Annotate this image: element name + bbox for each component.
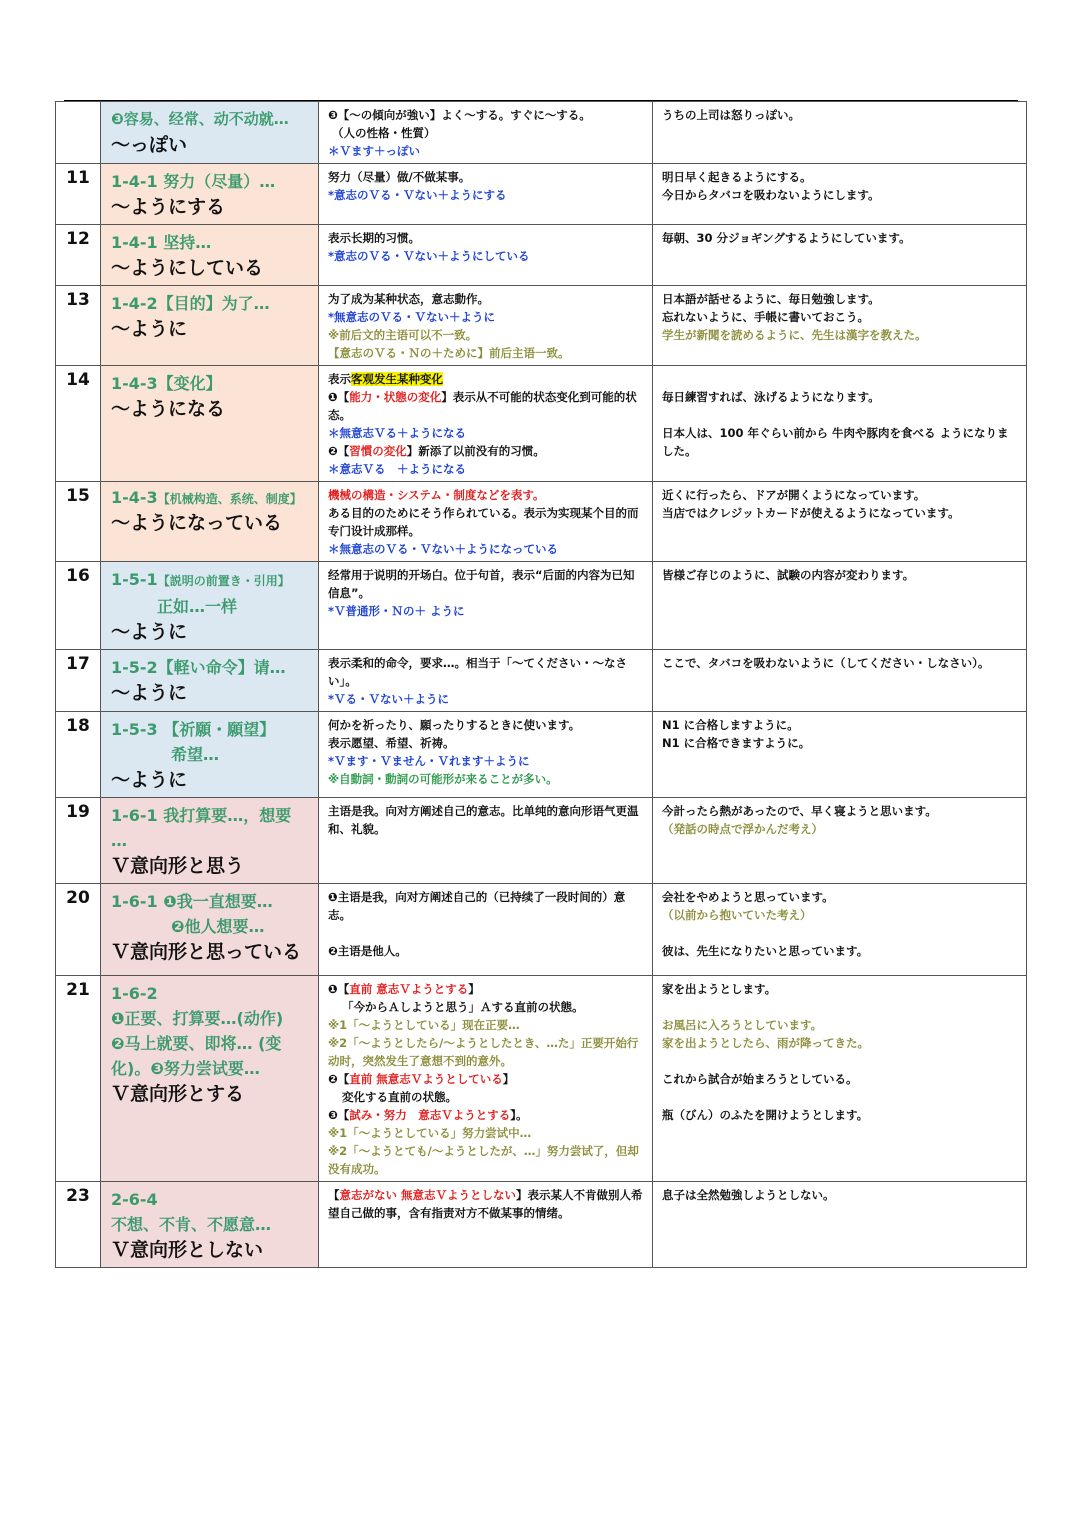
pattern-main: ～ようになる [111,398,226,420]
explanation-cell [319,1182,653,1268]
example-cell [653,798,1027,884]
example-cell [653,366,1027,482]
formula-line: ＊Ｖます＋っぽい [328,144,420,158]
example-line: 家を出ようとしたら、雨が降ってきた。 [662,1036,869,1050]
table-row [56,102,1027,164]
pattern-sub: 1-4-3【机械构造、系统、制度】 [111,488,302,507]
pattern-sub: ❷他人想要… [171,917,265,936]
row-number: 18 [56,712,101,798]
pattern-main: ～ように [111,682,188,704]
example-line: N1 に合格できますように。 [662,736,811,750]
explanation-line: ❷主语是他人。 [328,944,407,958]
explanation-cell [319,650,653,712]
note-line: ※自動詞・動詞の可能形が来ることが多い。 [328,772,558,786]
example-line: お風呂に入ろうとしています。 [662,1018,823,1032]
example-cell [653,225,1027,286]
pattern-main: Ｖ意向形としない [111,1239,264,1261]
pattern-main: ～ように [111,769,188,791]
explanation-cell [319,562,653,650]
formula-line: ＊意志Ｖる ＋ようになる [328,462,466,476]
note-line: ※1「～ようとしている」现在正要… [328,1018,520,1032]
row-number: 20 [56,884,101,976]
explanation-line: ❶【能力・状態の変化】表示从不可能的状态变化到可能的状态。 [328,390,637,422]
explanation-line: ある目的のためにそう作られている。表示为实现某个目的而专门设计成那样。 [328,506,639,538]
formula-line: ＊無意志Ｖる＋ようになる [328,426,466,440]
note-line: ※前后文的主语可以不一致。 [328,328,478,342]
explanation-line: ❷【習慣の変化】新添了以前没有的习惯。 [328,444,545,458]
explanation-cell [319,102,653,164]
pattern-sub: 1-6-1 我打算要…，想要 [111,806,292,825]
example-cell [653,884,1027,976]
explanation-line: 「今からＡしようと思う」Ａする直前の状態。 [342,1000,584,1014]
pattern-cell [101,712,319,798]
pattern-cell [101,976,319,1182]
table-row [56,225,1027,286]
pattern-main: ～ようにしている [111,257,264,279]
explanation-cell [319,884,653,976]
row-number: 19 [56,798,101,884]
explanation-cell [319,225,653,286]
pattern-cell [101,366,319,482]
table-row [56,562,1027,650]
row-number: 11 [56,164,101,225]
example-line: これから試合が始まろうとしている。 [662,1072,858,1086]
note-line: ※2「～ようとても/～ようとしたが、…」努力尝试了，但却没有成功。 [328,1144,639,1176]
note-line: ※2「～ようとしたら/～ようとしたとき、…た」正要开始行动时，突然发生了意想不到的意外。 [328,1036,639,1068]
pattern-cell [101,650,319,712]
pattern-cell [101,286,319,366]
pattern-sub: 1-5-2【軽い命令】请… [111,658,286,677]
explanation-line: 表示长期的习惯。 [328,231,420,245]
example-cell [653,976,1027,1182]
table-row [56,164,1027,225]
explanation-line: 何かを祈ったり、願ったりするときに使います。 [328,718,581,732]
table-row [56,1182,1027,1268]
example-cell [653,482,1027,562]
example-line: 今日からタバコを吸わないようにします。 [662,188,880,202]
table-row [56,366,1027,482]
example-line: うちの上司は怒りっぽい。 [662,108,800,122]
example-line: 皆様ご存じのように、試験の内容が変わります。 [662,568,915,582]
pattern-sub: ❷马上就要、即将… (变化)。❸努力尝试要… [111,1034,282,1078]
explanation-cell [319,798,653,884]
note-line: ※1「～ようとしている」努力尝试中… [328,1126,532,1140]
explanation-line: ❸【～の傾向が強い】よく～する。すぐに～する。 [328,108,591,122]
example-line: 忘れないように、手帳に書いておこう。 [662,310,869,324]
example-cell [653,164,1027,225]
pattern-sub: 正如…一样 [157,597,238,616]
formula-line: ＊無意志のＶる・Ｖない＋ようになっている [328,542,558,556]
example-cell [653,562,1027,650]
example-line: 明日早く起きるようにする。 [662,170,812,184]
pattern-cell [101,164,319,225]
example-line: 瓶（びん）のふたを開けようとします。 [662,1108,869,1122]
pattern-main: ～っぽい [111,134,188,156]
pattern-main: ～ようにする [111,196,226,218]
formula-line: *Ｖる・Ｖない＋ように [328,692,450,706]
formula-line: *Ｖ普通形・Ｎの＋ ように [328,604,465,618]
row-number: 17 [56,650,101,712]
explanation-cell [319,366,653,482]
example-line: 近くに行ったら、ドアが開くようになっています。 [662,488,926,502]
example-cell [653,1182,1027,1268]
row-number: 21 [56,976,101,1182]
formula-line: *意志のＶる・Ｖない＋ようにする [328,188,507,202]
explanation-line: 主语是我。向对方阐述自己的意志。比单纯的意向形语气更温和、礼貌。 [328,804,639,836]
row-number: 12 [56,225,101,286]
formula-line: *無意志のＶる・Ｖない＋ように [328,310,496,324]
explanation-line: 经常用于说明的开场白。位于句首，表示“后面的内容为已知信息”。 [328,568,635,600]
note-line: 【意志のＶる・Ｎの＋ために】前后主语一致。 [328,346,570,360]
explanation-cell [319,286,653,366]
pattern-main: Ｖ意向形と思う [111,855,245,877]
explanation-line: ❷【直前 無意志Ｖようとしている】 [328,1072,515,1086]
pattern-sub: ❶正要、打算要…(动作) [111,1009,284,1028]
pattern-cell [101,225,319,286]
pattern-sub: … [111,831,127,850]
row-number: 15 [56,482,101,562]
table-row [56,884,1027,976]
explanation-line: ❸【試み・努力 意志Ｖようとする】。 [328,1108,528,1122]
example-line: 今計ったら熱があったので、早く寝ようと思います。 [662,804,937,818]
row-number: 13 [56,286,101,366]
table-row [56,650,1027,712]
pattern-cell [101,798,319,884]
example-line: 学生が新聞を読めるように、先生は漢字を教えた。 [662,328,927,342]
example-cell [653,712,1027,798]
pattern-cell [101,1182,319,1268]
explanation-line: 変化する直前の状態。 [342,1090,457,1104]
example-line: 当店ではクレジットカードが使えるようになっています。 [662,506,960,520]
grammar-table [55,101,1027,1268]
explanation-cell [319,482,653,562]
example-line: 日本語が話せるように、毎日勉強します。 [662,292,880,306]
pattern-cell [101,562,319,650]
row-number [56,102,101,164]
pattern-cell [101,482,319,562]
example-line: 家を出ようとします。 [662,982,777,996]
table-row [56,976,1027,1182]
formula-line: *Ｖます・Ｖません・Ｖれます＋ように [328,754,530,768]
explanation-cell [319,712,653,798]
pattern-cell [101,102,319,164]
example-cell [653,102,1027,164]
formula-line: *意志のＶる・Ｖない＋ようにしている [328,249,530,263]
example-line: 彼は、先生になりたいと思っています。 [662,944,869,958]
example-line: 日本人は、100 年ぐらい前から 牛肉や豚肉を食べる ようになりました。 [662,426,1009,458]
example-note: （以前から抱いていた考え） [662,908,812,922]
example-line: 毎朝、30 分ジョギングするようにしています。 [662,231,911,245]
table-row [56,482,1027,562]
table-row [56,286,1027,366]
explanation-line: 表示客观发生某种变化 [328,372,443,386]
pattern-sub: ❸容易、经常、动不动就… [111,110,289,128]
pattern-sub: 1-5-3 【祈願・願望】 [111,720,276,739]
explanation-cell [319,976,653,1182]
row-number: 14 [56,366,101,482]
table-row [56,712,1027,798]
pattern-sub: 1-4-1 努力（尽量）… [111,172,276,191]
explanation-line: ❶【直前 意志Ｖようとする】 [328,982,480,996]
row-number: 23 [56,1182,101,1268]
pattern-main: Ｖ意向形と思っている [111,941,302,963]
pattern-cell [101,884,319,976]
example-line: 毎日練習すれば、泳げるようになります。 [662,390,880,404]
pattern-sub: 1-4-2【目的】为了… [111,294,270,313]
pattern-main: ～ように [111,318,188,340]
pattern-sub: 1-5-1【説明の前置き・引用】 [111,570,290,589]
example-cell [653,650,1027,712]
pattern-sub: 希望… [171,745,220,764]
pattern-sub: 1-6-1 ❶我一直想要… [111,892,273,911]
explanation-line: 为了成为某种状态，意志動作。 [328,292,489,306]
pattern-main: ～ように [111,621,188,643]
pattern-sub: 2-6-4 [111,1190,158,1209]
table-row [56,798,1027,884]
pattern-sub: 不想、不肯、不愿意… [111,1215,272,1234]
example-line: 息子は全然勉強しようとしない。 [662,1188,835,1202]
example-cell [653,286,1027,366]
pattern-main: Ｖ意向形とする [111,1083,245,1105]
pattern-sub: 1-4-1 坚持… [111,233,212,252]
row-number: 16 [56,562,101,650]
explanation-line: 【意志がない 無意志Ｖようとしない】表示某人不肯做别人希望自己做的事，含有指责对方不做某事的情绪。 [328,1188,643,1220]
explanation-line: 機械の構造・システム・制度などを表す。 [328,488,545,502]
example-line: 会社をやめようと思っています。 [662,890,834,904]
explanation-line: ❶主语是我，向对方阐述自己的（已持续了一段时间的）意志。 [328,890,626,922]
explanation-line: （人の性格・性質） [332,126,436,140]
example-line: ここで、タバコを吸わないように（してください・しなさい）。 [662,656,990,670]
example-line: N1 に合格しますように。 [662,718,799,732]
explanation-line: 表示柔和的命令，要求…。相当于「～てください・～なさい」。 [328,656,627,688]
example-note: （発話の時点で浮かんだ考え） [662,822,823,836]
pattern-sub: 1-4-3【变化】 [111,374,222,393]
explanation-cell [319,164,653,225]
explanation-line: 努力（尽量）做/不做某事。 [328,170,471,184]
highlight: 客观发生某种变化 [351,372,443,386]
pattern-sub: 1-6-2 [111,984,158,1003]
explanation-line: 表示愿望、希望、祈祷。 [328,736,455,750]
pattern-main: ～ようになっている [111,512,283,534]
